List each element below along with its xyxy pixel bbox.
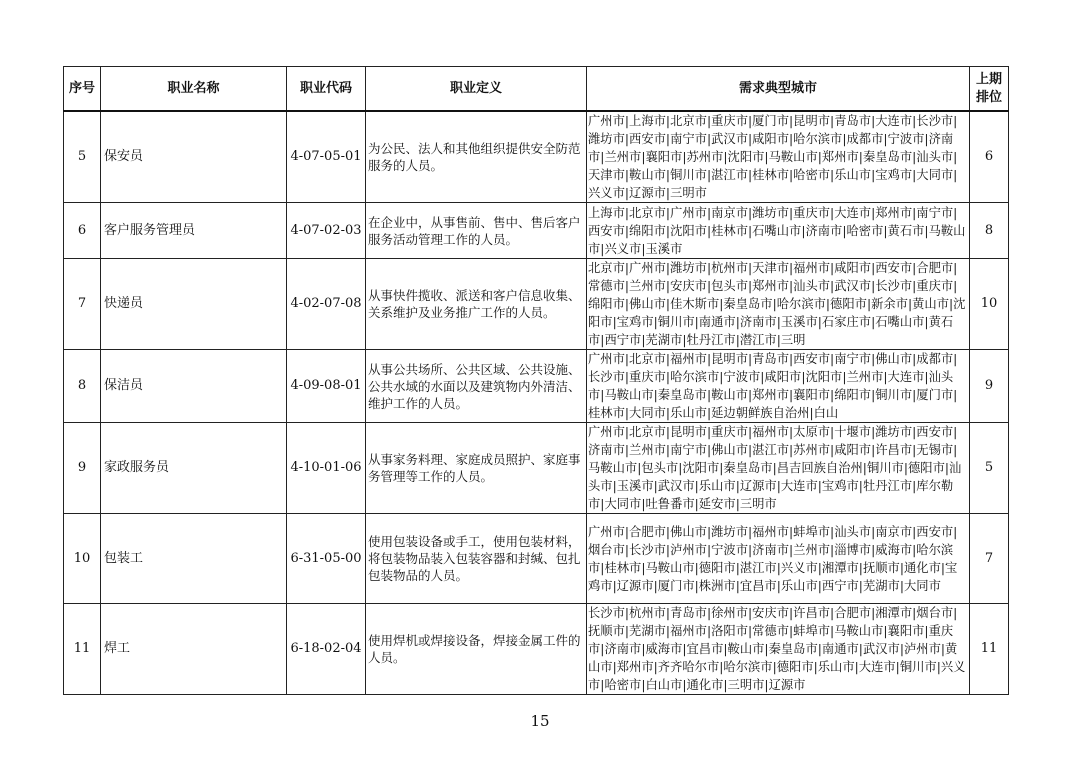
row-code: 6-18-02-04 — [287, 604, 366, 695]
row-num: 10 — [64, 514, 101, 604]
header-definition: 职业定义 — [366, 67, 587, 112]
row-code: 4-09-08-01 — [287, 350, 366, 423]
row-rank: 6 — [970, 111, 1009, 203]
row-num: 8 — [64, 350, 101, 423]
table-row — [64, 350, 1009, 423]
occupation-table — [63, 66, 1009, 695]
row-code: 4-02-07-08 — [287, 259, 366, 350]
row-cities: 上海市|北京市|广州市|南京市|潍坊市|重庆市|大连市|郑州市|南宁市|西安市|绵阳市|沈阳市|桂林市|石嘴山市|济南市|哈密市|黄石市|马鞍山市|兴义市|玉溪市 — [587, 203, 970, 259]
row-name: 保洁员 — [101, 350, 287, 423]
row-num: 7 — [64, 259, 101, 350]
header-num: 序号 — [64, 67, 101, 112]
row-cities: 广州市|北京市|福州市|昆明市|青岛市|西安市|南宁市|佛山市|成都市|长沙市|重庆市|哈尔滨市|宁波市|咸阳市|沈阳市|兰州市|大连市|汕头市|马鞍山市|秦皇岛市|鞍山市|郑州市|襄阳市|绵阳市|铜川市|厦门市|桂林市|大同市|乐山市|延边朝鲜族自治州|白山 — [587, 350, 970, 423]
row-definition: 使用焊机或焊接设备，焊接金属工件的人员。 — [366, 604, 587, 695]
row-rank: 5 — [970, 423, 1009, 514]
header-cities: 需求典型城市 — [587, 67, 970, 112]
row-name: 快递员 — [101, 259, 287, 350]
row-cities: 广州市|上海市|北京市|重庆市|厦门市|昆明市|青岛市|大连市|长沙市|潍坊市|西安市|南宁市|武汉市|咸阳市|哈尔滨市|成都市|宁波市|济南市|兰州市|襄阳市|苏州市|沈阳市|马鞍山市|郑州市|秦皇岛市|汕头市|天津市|鞍山市|铜川市|湛江市|桂林市|哈密市|乐山市|宝鸡市|大同市|兴义市|辽源市|三明市 — [587, 111, 970, 203]
header-code: 职业代码 — [287, 67, 366, 112]
row-rank: 7 — [970, 514, 1009, 604]
row-rank: 9 — [970, 350, 1009, 423]
row-name: 家政服务员 — [101, 423, 287, 514]
row-cities: 长沙市|杭州市|青岛市|徐州市|安庆市|许昌市|合肥市|湘潭市|烟台市|抚顺市|芜湖市|福州市|洛阳市|常德市|蚌埠市|马鞍山市|襄阳市|重庆市|济南市|威海市|宜昌市|鞍山市|秦皇岛市|南通市|武汉市|泸州市|黄山市|郑州市|齐齐哈尔市|哈尔滨市|德阳市|乐山市|大连市|铜川市|兴义市|哈密市|白山市|通化市|三明市|辽源市 — [587, 604, 970, 695]
table-row — [64, 604, 1009, 695]
row-num: 9 — [64, 423, 101, 514]
row-code: 6-31-05-00 — [287, 514, 366, 604]
table-row — [64, 111, 1009, 203]
row-rank: 10 — [970, 259, 1009, 350]
row-definition: 从事公共场所、公共区域、公共设施、公共水域的水面以及建筑物内外清洁、维护工作的人员。 — [366, 350, 587, 423]
page-number: 15 — [530, 712, 550, 730]
row-name: 焊工 — [101, 604, 287, 695]
row-num: 5 — [64, 111, 101, 203]
row-definition: 为公民、法人和其他组织提供安全防范服务的人员。 — [366, 111, 587, 203]
row-code: 4-07-02-03 — [287, 203, 366, 259]
row-cities: 北京市|广州市|潍坊市|杭州市|天津市|福州市|咸阳市|西安市|合肥市|常德市|兰州市|安庆市|包头市|郑州市|汕头市|武汉市|长沙市|重庆市|绵阳市|佛山市|佳木斯市|秦皇岛市|哈尔滨市|德阳市|新余市|黄山市|沈阳市|宝鸡市|铜川市|南通市|济南市|玉溪市|石家庄市|石嘴山市|黄石市|西宁市|芜湖市|牡丹江市|潜江市|三明 — [587, 259, 970, 350]
row-num: 6 — [64, 203, 101, 259]
header-name: 职业名称 — [101, 67, 287, 112]
row-cities: 广州市|合肥市|佛山市|潍坊市|福州市|蚌埠市|汕头市|南京市|西安市|烟台市|长沙市|泸州市|宁波市|济南市|兰州市|淄博市|威海市|哈尔滨市|桂林市|马鞍山市|德阳市|湛江市|兴义市|湘潭市|抚顺市|通化市|宝鸡市|辽源市|厦门市|株洲市|宜昌市|乐山市|西宁市|芜湖市|大同市 — [587, 514, 970, 604]
table-row — [64, 259, 1009, 350]
row-definition: 使用包装设备或手工，使用包装材料，将包装物品装入包装容器和封缄、包扎包装物品的人员。 — [366, 514, 587, 604]
table-row — [64, 203, 1009, 259]
table-row — [64, 423, 1009, 514]
header-rank-line2: 排位 — [975, 89, 1002, 105]
row-name: 包装工 — [101, 514, 287, 604]
row-cities: 广州市|北京市|昆明市|重庆市|福州市|太原市|十堰市|潍坊市|西安市|济南市|兰州市|南宁市|佛山市|湛江市|苏州市|咸阳市|许昌市|无锡市|马鞍山市|包头市|沈阳市|秦皇岛市|昌吉回族自治州|铜川市|德阳市|汕头市|玉溪市|武汉市|乐山市|辽源市|大连市|宝鸡市|牡丹江市|库尔勒市|大同市|吐鲁番市|延安市|三明市 — [587, 423, 970, 514]
row-definition: 在企业中，从事售前、售中、售后客户服务活动管理工作的人员。 — [366, 203, 587, 259]
header-rank — [970, 67, 1009, 112]
row-code: 4-07-05-01 — [287, 111, 366, 203]
row-definition: 从事快件揽收、派送和客户信息收集、关系维护及业务推广工作的人员。 — [366, 259, 587, 350]
row-code: 4-10-01-06 — [287, 423, 366, 514]
row-name: 保安员 — [101, 111, 287, 203]
row-num: 11 — [64, 604, 101, 695]
row-definition: 从事家务料理、家庭成员照护、家庭事务管理等工作的人员。 — [366, 423, 587, 514]
row-name: 客户服务管理员 — [101, 203, 287, 259]
row-rank: 11 — [970, 604, 1009, 695]
table-header-row — [64, 67, 1009, 112]
row-rank: 8 — [970, 203, 1009, 259]
table-row — [64, 514, 1009, 604]
header-rank-line1: 上期 — [975, 71, 1002, 87]
